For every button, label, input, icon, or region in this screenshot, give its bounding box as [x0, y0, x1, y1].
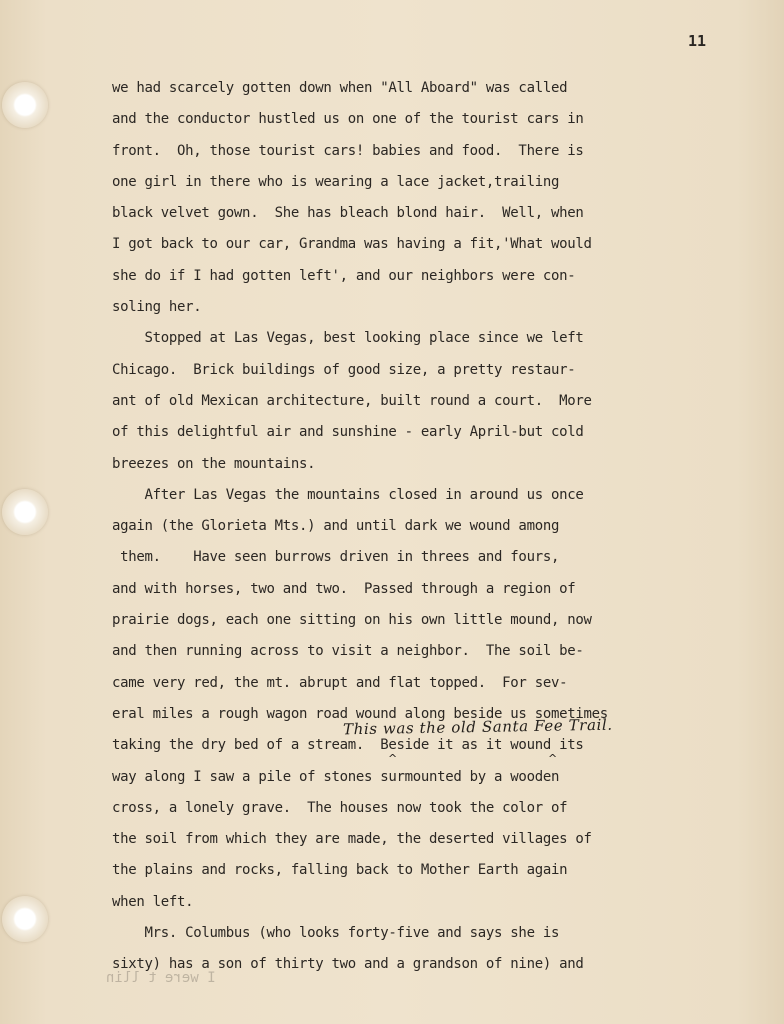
text-line: she do if I had gotten left', and our neighbors were con- — [112, 267, 576, 284]
text-line: I got back to our car, Grandma was having a fit,'What would — [112, 236, 592, 253]
handwritten-annotation: This was the old Santa Fee Trail. — [342, 715, 613, 739]
text-line: when left. — [112, 893, 194, 910]
text-line: and the conductor hustled us on one of the tourist cars in — [112, 111, 584, 128]
text-line: them. Have seen burrows driven in threes and fours, — [112, 549, 560, 566]
text-line: and with horses, two and two. Passed through a region of — [112, 580, 576, 597]
text-line: breezes on the mountains. — [112, 455, 316, 472]
text-line: the plains and rocks, falling back to Mother Earth again — [112, 862, 568, 879]
text-line: black velvet gown. She has bleach blond hair. Well, when — [112, 205, 584, 222]
text-line: and then running across to visit a neighbor. The soil be- — [112, 643, 584, 660]
text-line: we had scarcely gotten down when "All Aboard" was called — [112, 80, 568, 96]
text-line: Chicago. Brick buildings of good size, a pretty restaur- — [112, 361, 576, 378]
text-line: cross, a lonely grave. The houses now took the color of — [112, 799, 568, 816]
punch-hole — [2, 489, 48, 535]
text-line: eral miles a rough wagon road wound along beside us sometimes — [112, 705, 608, 722]
text-line: sixty) has a son of thirty two and a grandson of nine) and — [112, 956, 584, 973]
text-line: again (the Glorieta Mts.) and until dark we wound among — [112, 518, 560, 535]
text-line: way along I saw a pile of stones surmounted by a wooden — [112, 768, 560, 785]
punch-hole — [2, 82, 48, 128]
bleed-through-text: I were t llin — [106, 970, 216, 986]
text-line: Mrs. Columbus (who looks forty-five and says she is — [112, 925, 560, 942]
insertion-caret-mark: ^ — [388, 752, 398, 765]
text-line: came very red, the mt. abrupt and flat topped. For sev- — [112, 674, 568, 691]
text-line: the soil from which they are made, the deserted villages of — [112, 831, 592, 848]
text-line: Stopped at Las Vegas, best looking place since we left — [112, 330, 584, 347]
typed-text-body — [112, 76, 712, 984]
text-line: prairie dogs, each one sitting on his own little mound, now — [112, 612, 592, 629]
text-line: front. Oh, those tourist cars! babies and food. There is — [112, 142, 584, 159]
insertion-caret-mark: ^ — [548, 752, 558, 765]
text-line: After Las Vegas the mountains closed in around us once — [112, 486, 584, 503]
text-line: taking the dry bed of a stream. Beside it as it wound its — [112, 737, 584, 754]
text-line: of this delightful air and sunshine - early April-but cold — [112, 424, 584, 441]
text-line: one girl in there who is wearing a lace jacket,trailing — [112, 173, 560, 190]
punch-hole — [2, 896, 48, 942]
text-line: ant of old Mexican architecture, built round a court. More — [112, 392, 592, 409]
page-number: 11 — [688, 32, 707, 50]
text-line: soling her. — [112, 299, 202, 316]
